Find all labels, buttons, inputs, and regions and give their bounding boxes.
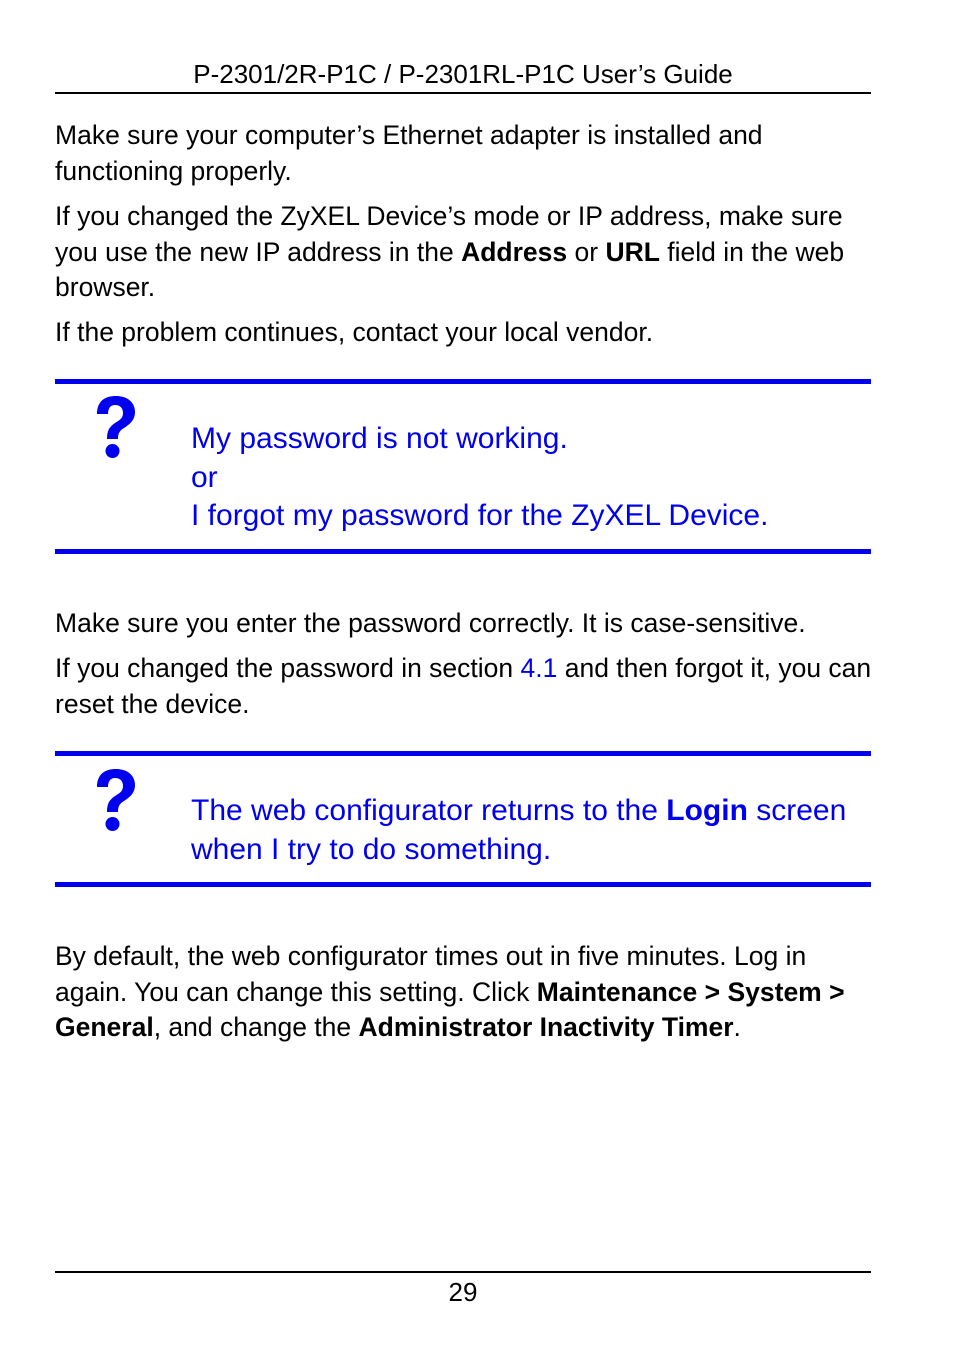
timeout-text-2: , and change the [153,1012,359,1042]
timeout-paragraph [55,939,875,1046]
problem2-top-bar [55,751,871,756]
login-screen-label: Login [666,794,748,827]
problem2-text-2: screen when I try to do something. [191,794,847,866]
reset-text-1: If you changed the password in section [55,653,521,683]
problem2-bottom-bar [55,882,871,887]
problem1-top-bar [55,379,871,384]
problem2-text-1: The web configurator returns to the [191,794,667,827]
timeout-text-1: By default, the web configurator times out in five minutes. Log in again. You can change this setting. Click [55,941,807,1007]
menu-path-label: Maintenance > System > General [55,976,845,1042]
ethernet-adapter-paragraph: Make sure your computer’s Ethernet adapter is installed and functioning properly. [55,120,763,186]
ip-text-3: field in the web browser. [55,236,845,302]
ip-address-paragraph [55,199,875,306]
problem1-line1: My password is not working. [191,422,568,455]
ip-text-1: If you changed the ZyXEL Device’s mode or IP address, make sure you use the new IP address in the [55,201,843,267]
password-case-paragraph: Make sure you enter the password correctly. It is case-sensitive. [55,608,806,638]
question-mark-icon [90,765,140,835]
timeout-text-3: . [733,1012,741,1042]
ip-text-2: or [567,236,606,267]
problem1-bottom-bar [55,549,871,554]
section-link-4-1[interactable]: 4.1 [520,653,558,683]
address-field-label: Address [461,236,568,267]
problem1-line3: I forgot my password for the ZyXEL Device. [191,499,769,532]
problem1-line2: or [191,460,218,494]
problem1-heading [191,420,871,536]
reset-text-2: and then forgot it, you can reset the device. [55,653,872,719]
problem2-heading [191,792,871,869]
reset-device-paragraph [55,651,875,722]
url-field-label: URL [605,236,660,267]
footer-rule [55,1271,871,1273]
inactivity-timer-label: Administrator Inactivity Timer [358,1012,734,1042]
header-rule [55,92,871,94]
page-header: P-2301/2R-P1C / P-2301RL-P1C User’s Guide [193,59,733,89]
contact-vendor-paragraph: If the problem continues, contact your local vendor. [55,317,654,347]
question-mark-icon [90,392,140,462]
page-number: 29 [448,1277,478,1307]
